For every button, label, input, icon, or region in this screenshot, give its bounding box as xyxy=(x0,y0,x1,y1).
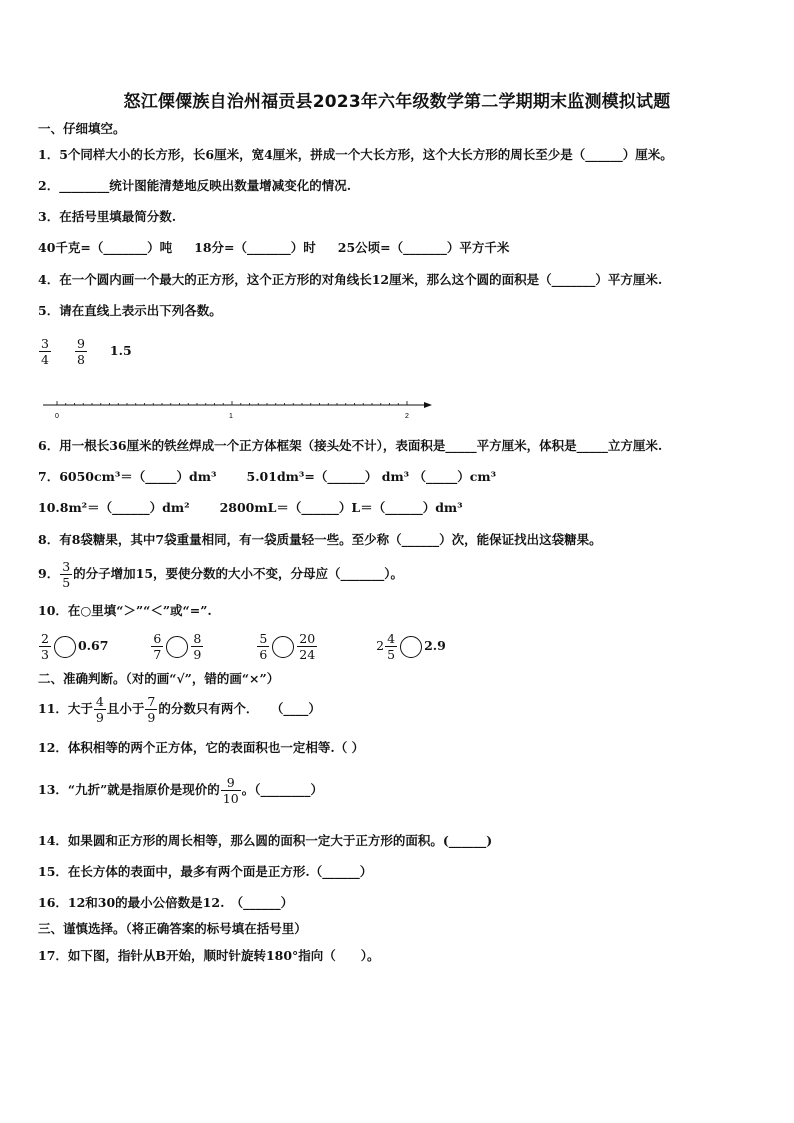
q11-fraction-a: $\frac{4}{9}$ xyxy=(95,694,104,725)
question-17: 17．如下图，指针从B开始，顺时针旋转180°指向（ ）。 xyxy=(38,948,380,963)
question-12: 12．体积相等的两个正方体，它的表面积也一定相等.（ ） xyxy=(38,740,365,755)
q3-item-c: 25公顷=（_______）平方千米 xyxy=(337,240,510,255)
tick-label-2: 2 xyxy=(405,413,409,420)
q7-item-d: 2800mL＝（______）L＝（______）dm³ xyxy=(219,500,463,515)
q10-p1-circle[interactable] xyxy=(54,636,76,658)
section-2-heading: 二、准确判断。（对的画“√”，错的画“×”） xyxy=(38,671,280,686)
q10-p3-left: $\frac{5}{6}$ xyxy=(259,631,268,662)
q3-item-b: 18分=（_______）时 xyxy=(194,240,316,255)
q10-p2-left: $\frac{6}{7}$ xyxy=(153,631,162,662)
q10-p3-circle[interactable] xyxy=(272,636,294,658)
q7-item-a: 7．6050cm³＝（_____）dm³ xyxy=(38,469,217,484)
number-line-ticks xyxy=(57,401,407,405)
section-1-heading: 一、仔细填空。 xyxy=(38,121,126,136)
q10-p4-left: $\frac{4}{5}$ xyxy=(387,631,396,662)
q3-item-a: 40千克=（_______）吨 xyxy=(38,240,173,255)
section-3-heading: 三、谨慎选择。（将正确答案的标号填在括号里） xyxy=(38,921,307,936)
tick-label-0: 0 xyxy=(55,413,59,420)
question-7-row-2 xyxy=(38,500,463,516)
q7-item-c: 10.8m²＝（______）dm² xyxy=(38,500,190,515)
question-16: 16．12和30的最小公倍数是12. （______） xyxy=(38,895,294,910)
question-3-items xyxy=(38,240,509,256)
q10-p1-left: $\frac{2}{3}$ xyxy=(41,631,49,662)
question-7-row-1 xyxy=(38,469,496,485)
q11-fraction-b: $\frac{7}{9}$ xyxy=(147,694,156,725)
question-2: 2．________统计图能清楚地反映出数量增减变化的情况. xyxy=(38,178,352,193)
question-11: 11．大于 $\frac{4}{9}$ 且小于 $\frac{7}{9}$ 的分数只有两个． （____） xyxy=(38,694,321,725)
q10-p3-right: $\frac{20}{24}$ xyxy=(299,631,316,662)
page-title: 怒江傈僳族自治州福贡县2023年六年级数学第二学期期末监测模拟试题 xyxy=(123,92,671,112)
question-6: 6．用一根长36厘米的铁丝焊成一个正方体框架（接头处不计），表面积是_____平方厘米，体积是_____立方厘米. xyxy=(38,438,663,453)
q10-p2-right: $\frac{8}{9}$ xyxy=(193,631,202,662)
question-4: 4．在一个圆内画一个最大的正方形，这个正方形的对角线长12厘米，那么这个圆的面积是（_______）平方厘米. xyxy=(38,272,663,287)
question-14: 14．如果圆和正方形的周长相等，那么圆的面积一定大于正方形的面积。(______) xyxy=(38,833,493,848)
q5-fraction-9-8: $\frac{9}{8}$ xyxy=(76,336,85,367)
q10-p2-circle[interactable] xyxy=(166,636,188,658)
number-line-arrow xyxy=(424,402,432,408)
q5-decimal: 1.5 xyxy=(109,343,132,358)
question-5-stem: 5．请在直线上表示出下列各数。 xyxy=(38,303,222,318)
question-10-pairs: $\frac{2}{3}$ 0.67 $\frac{6}{7}$ $\frac{8}{9}$ $\frac{5}{6}$ $\frac{20}{24}$ 2 $\frac{4}{5}$ 2.9 xyxy=(41,631,446,662)
q10-p4-circle[interactable] xyxy=(400,636,422,658)
q7-item-b: 5.01dm³=（______） dm³ （_____）cm³ xyxy=(246,469,497,484)
question-1: 1．5个同样大小的长方形，长6厘米，宽4厘米，拼成一个大长方形，这个大长方形的周长至少是（______）厘米。 xyxy=(38,147,673,162)
q9-fraction: $\frac{3}{5}$ xyxy=(62,559,71,590)
tick-label-1: 1 xyxy=(229,413,233,420)
question-8: 8．有8袋糖果，其中7袋重量相同，有一袋质量轻一些。至少称（______）次，能保证找出这袋糖果。 xyxy=(38,532,602,547)
q13-fraction: $\frac{9}{10}$ xyxy=(222,775,239,806)
question-13: 13．“九折”就是指原价是现价的 $\frac{9}{10}$ 。（________） xyxy=(38,775,323,806)
question-9: 9． $\frac{3}{5}$ 的分子增加15，要使分数的大小不变，分母应（_______）。 xyxy=(38,559,404,590)
number-line xyxy=(40,392,435,422)
question-15: 15．在长方体的表面中，最多有两个面是正方形.（______） xyxy=(38,864,373,879)
q5-fraction-3-4: $\frac{3}{4}$ xyxy=(41,336,49,367)
question-10-stem: 10．在○里填“＞”“＜”或“=”. xyxy=(38,603,212,618)
question-5-numbers xyxy=(38,336,132,367)
question-3-stem: 3．在括号里填最简分数. xyxy=(38,209,177,224)
